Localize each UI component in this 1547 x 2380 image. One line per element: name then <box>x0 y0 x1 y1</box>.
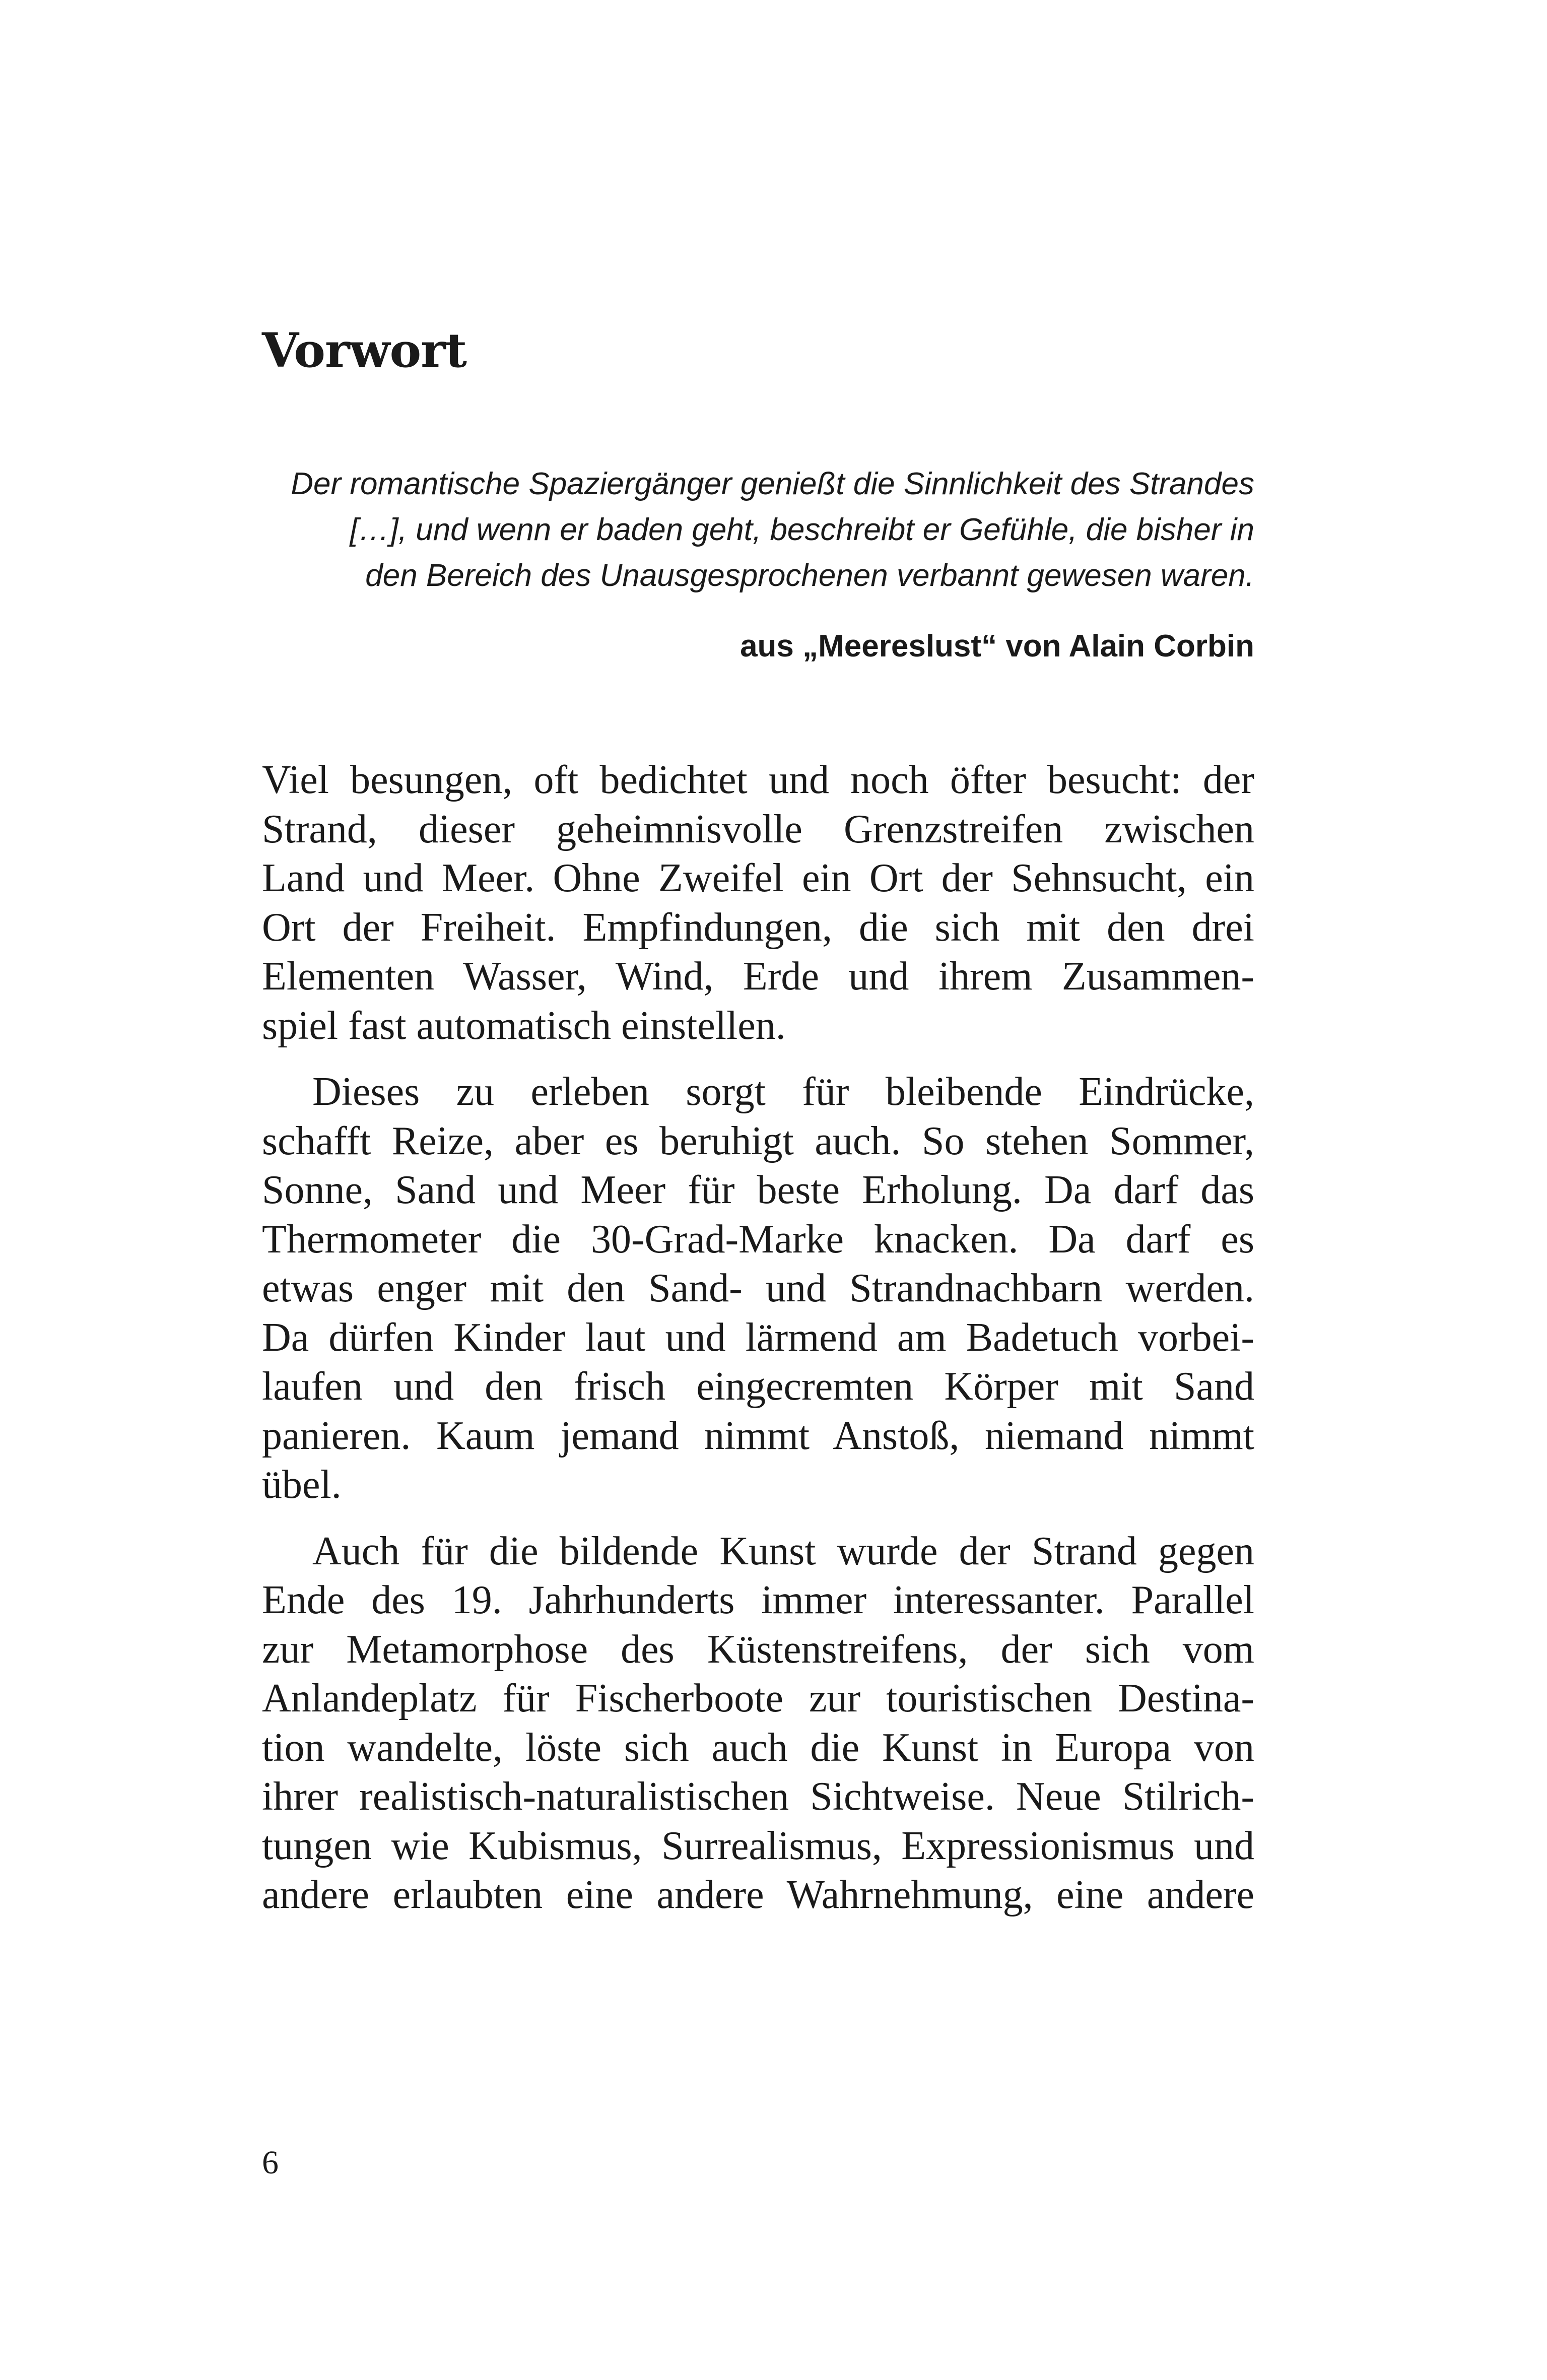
text-line: Elementen Wasser, Wind, Erde und ihrem Zusammen- <box>262 954 1254 999</box>
text-line: übel. <box>262 1463 342 1507</box>
text-line: tion wandelte, löste sich auch die Kunst in Europa von <box>262 1725 1254 1770</box>
text-line: ihrer realistisch-naturalistischen Sichtweise. Neue Stilrich- <box>262 1774 1254 1819</box>
text-line: panieren. Kaum jemand nimmt Anstoß, niemand nimmt <box>262 1413 1254 1458</box>
text-line: Land und Meer. Ohne Zweifel ein Ort der Sehnsucht, ein <box>262 856 1254 900</box>
paragraph-1 <box>262 756 1254 1050</box>
page-number: 6 <box>262 2144 279 2181</box>
text-line: zur Metamorphose des Küstenstreifens, der sich vom <box>262 1627 1254 1672</box>
text-line: schafft Reize, aber es beruhigt auch. So stehen Sommer, <box>262 1118 1254 1163</box>
epigraph-source: aus „Meereslust“ von Alain Corbin <box>740 629 1254 664</box>
text-line: etwas enger mit den Sand- und Strandnachbarn werden. <box>262 1266 1254 1310</box>
text-line: Sonne, Sand und Meer für beste Erholung. Da darf das <box>262 1168 1254 1212</box>
text-line: Dieses zu erleben sorgt für bleibende Eindrücke, <box>312 1070 1254 1114</box>
text-line: Da dürfen Kinder laut und lärmend am Badetuch vorbei- <box>262 1315 1254 1360</box>
body-text <box>262 756 1254 1937</box>
epigraph-line: […], und wenn er baden geht, beschreibt er Gefühle, die bisher in <box>350 512 1254 547</box>
text-line: Viel besungen, oft bedichtet und noch öfter besucht: der <box>262 758 1254 802</box>
epigraph-line: Der romantische Spaziergänger genießt die Sinnlichkeit des Strandes <box>291 467 1254 501</box>
paragraph-3 <box>262 1527 1254 1920</box>
text-line: Thermometer die 30-Grad-Marke knacken. Da darf es <box>262 1217 1254 1262</box>
text-line: Strand, dieser geheimnisvolle Grenzstreifen zwischen <box>262 807 1254 851</box>
epigraph <box>262 461 1254 669</box>
text-line: Ende des 19. Jahrhunderts immer interessanter. Parallel <box>262 1578 1254 1622</box>
text-line: Ort der Freiheit. Empfindungen, die sich mit den drei <box>262 905 1254 950</box>
epigraph-line: den Bereich des Unausgesprochenen verbannt gewesen waren. <box>365 558 1254 593</box>
text-line: spiel fast automatisch einstellen. <box>262 1003 786 1048</box>
chapter-heading: Vorwort <box>262 323 467 378</box>
text-line: andere erlaubten eine andere Wahrnehmung, eine andere <box>262 1873 1254 1917</box>
text-line: tungen wie Kubismus, Surrealismus, Expressionismus und <box>262 1823 1254 1868</box>
text-line: Anlandeplatz für Fischerboote zur touristischen Destina- <box>262 1676 1254 1721</box>
text-line: laufen und den frisch eingecremten Körper mit Sand <box>262 1364 1254 1409</box>
text-line: Auch für die bildende Kunst wurde der Strand gegen <box>312 1529 1254 1573</box>
paragraph-2 <box>262 1068 1254 1510</box>
